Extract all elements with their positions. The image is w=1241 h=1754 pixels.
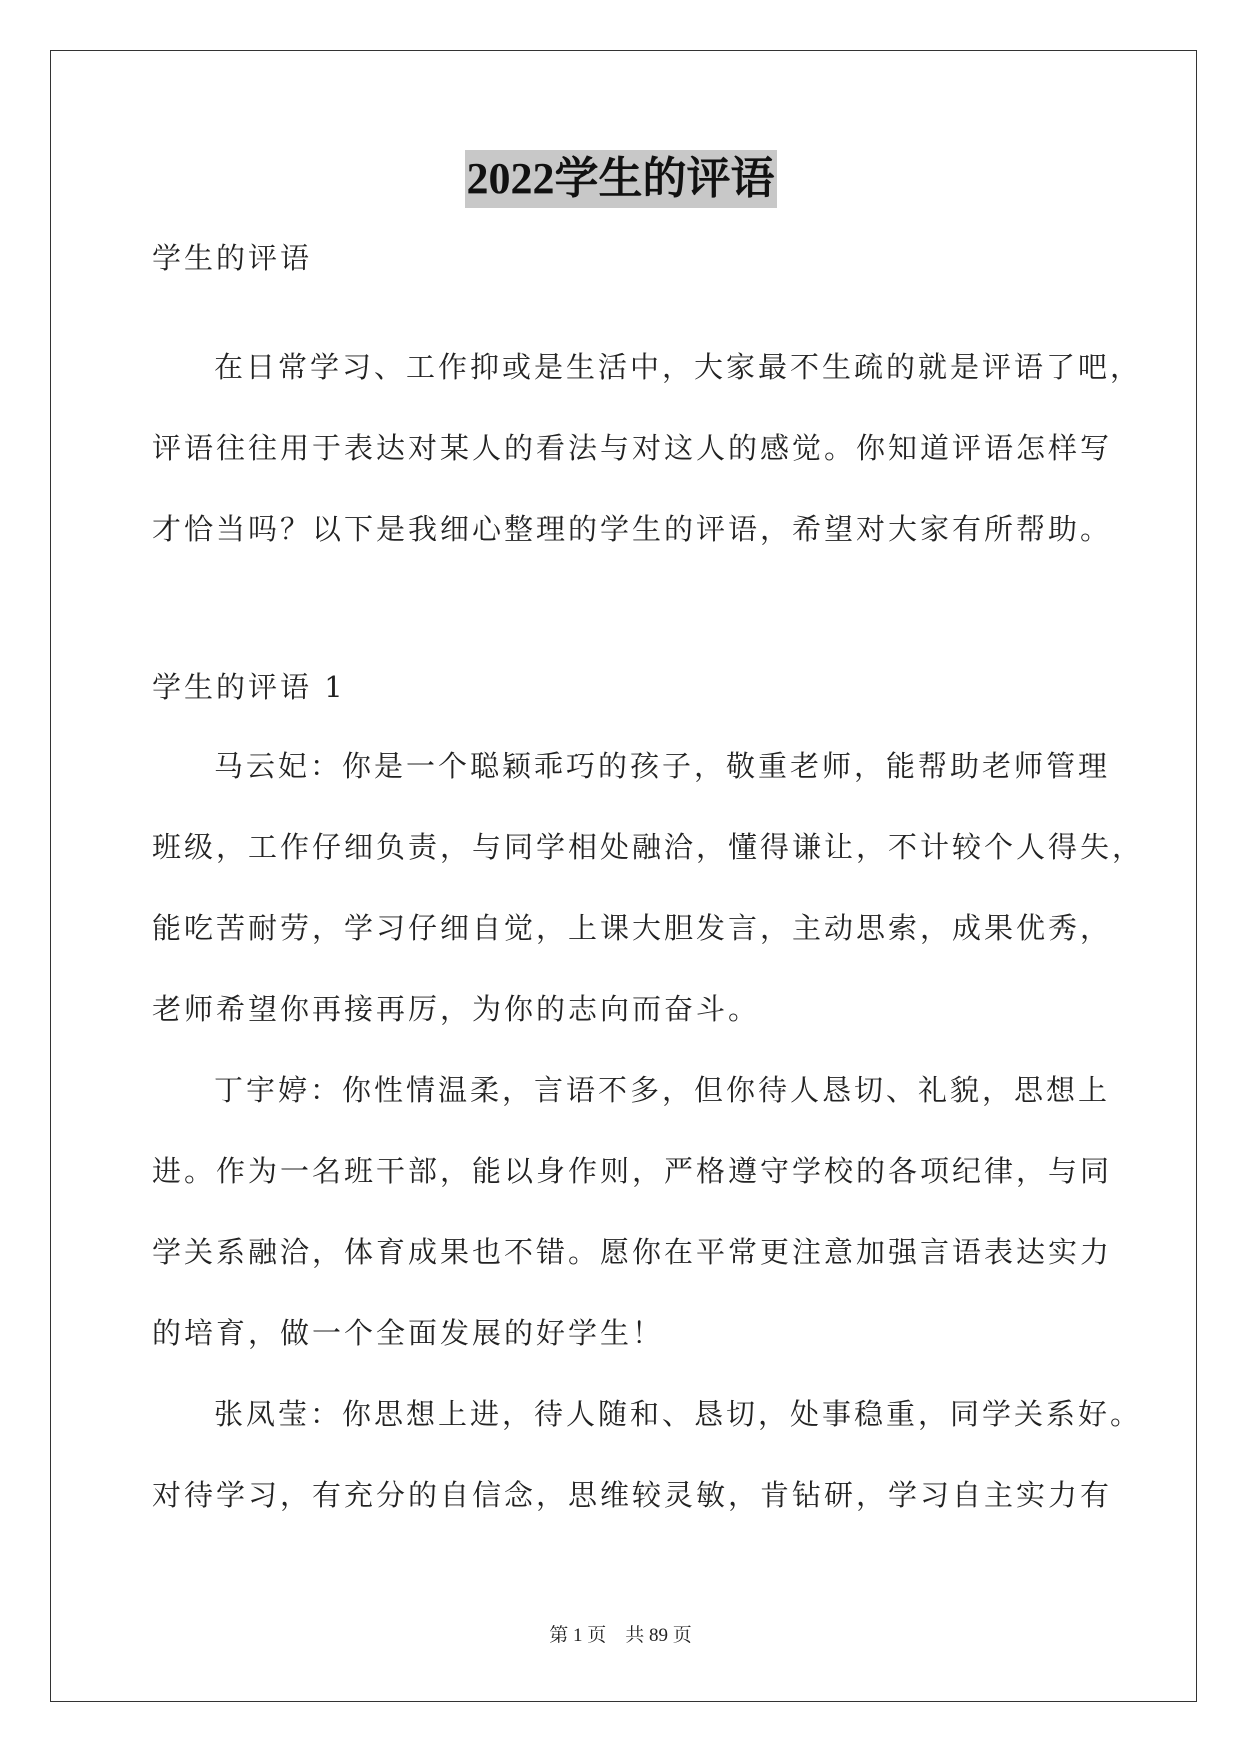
paragraph-line: 能吃苦耐劳，学习仔细自觉，上课大胆发言，主动思索，成果优秀， xyxy=(152,911,1113,945)
document-title-text: 2022学生的评语 xyxy=(465,150,777,208)
paragraph-line: 的培育，做一个全面发展的好学生！ xyxy=(152,1316,665,1350)
paragraph-line: 班级，工作仔细负责，与同学相处融洽，懂得谦让，不计较个人得失， xyxy=(152,830,1145,864)
paragraph-line: 马云妃：你是一个聪颖乖巧的孩子，敬重老师，能帮助老师管理 xyxy=(214,749,1111,783)
paragraph-line: 对待学习，有充分的自信念，思维较灵敏，肯钻研，学习自主实力有 xyxy=(152,1478,1113,1512)
page-border xyxy=(50,50,1197,1702)
paragraph-line: 丁宇婷：你性情温柔，言语不多，但你待人恳切、礼貌，思想上 xyxy=(214,1073,1111,1107)
paragraph-line: 进。作为一名班干部，能以身作则，严格遵守学校的各项纪律，与同 xyxy=(152,1154,1113,1188)
paragraph-line: 老师希望你再接再厉，为你的志向而奋斗。 xyxy=(152,992,761,1026)
paragraph-line: 张凤莹：你思想上进，待人随和、恳切，处事稳重，同学关系好。 xyxy=(214,1397,1143,1431)
paragraph-line: 评语往往用于表达对某人的看法与对这人的感觉。你知道评语怎样写 xyxy=(152,431,1113,465)
page-footer xyxy=(0,1620,1241,1647)
paragraph-line: 在日常学习、工作抑或是生活中，大家最不生疏的就是评语了吧， xyxy=(214,350,1143,384)
page-number: 第 1 页 共 89 页 xyxy=(549,1625,692,1646)
section-heading: 学生的评语 xyxy=(152,241,313,275)
paragraph-line: 学关系融洽，体育成果也不错。愿你在平常更注意加强言语表达实力 xyxy=(152,1235,1113,1269)
document-title xyxy=(0,150,1241,208)
paragraph-line: 才恰当吗？以下是我细心整理的学生的评语，希望对大家有所帮助。 xyxy=(152,512,1113,546)
section-heading: 学生的评语 1 xyxy=(152,670,346,704)
